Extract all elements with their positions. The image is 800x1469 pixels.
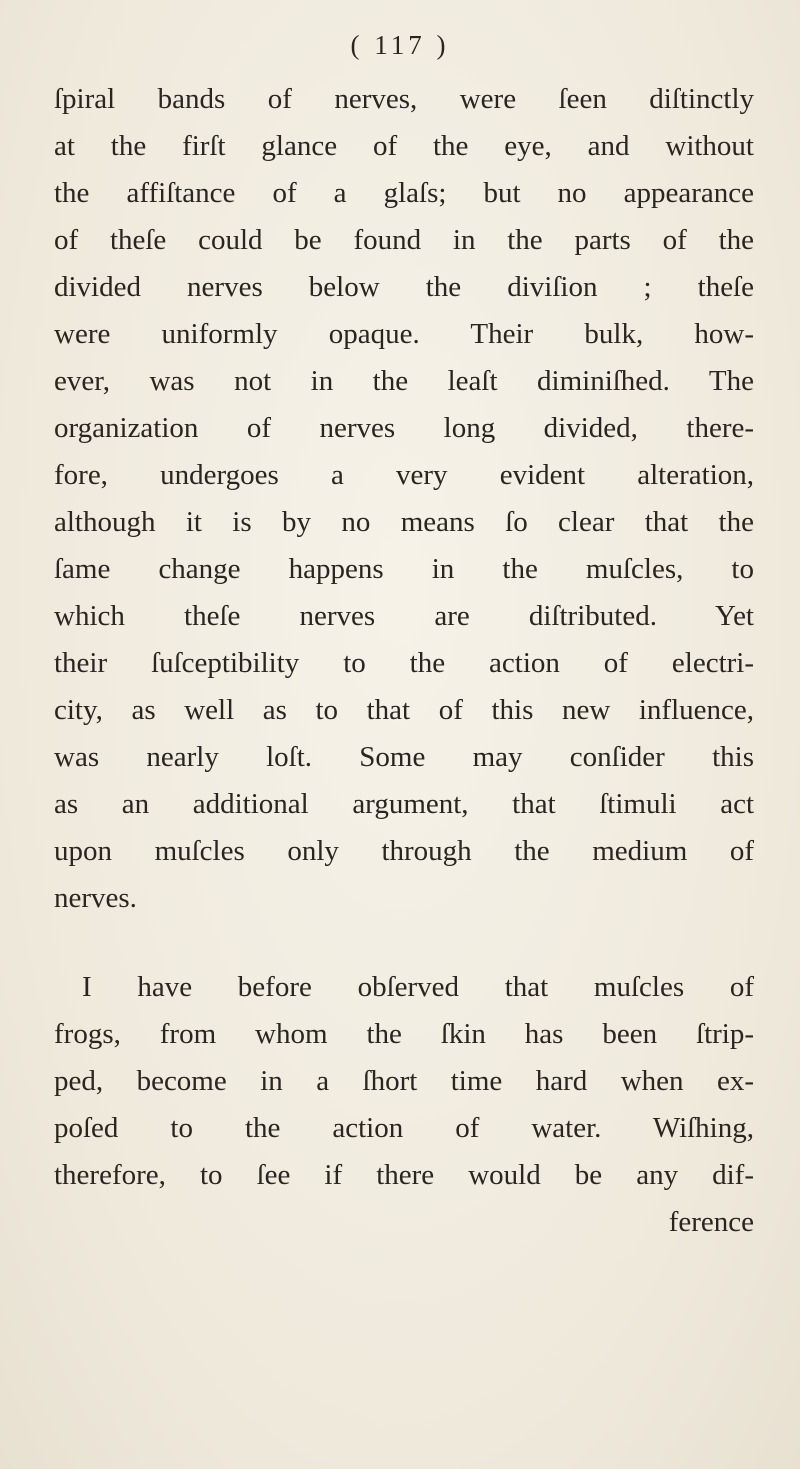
text-line: ſpiral bands of nerves, were ſeen diſtinctly [54, 83, 754, 115]
text-line: of theſe could be found in the parts of the [54, 224, 754, 256]
paragraph-1 [54, 76, 754, 922]
text-line: nerves. [54, 882, 137, 914]
text-line: as an additional argument, that ſtimuli act [54, 788, 754, 820]
text-line: were uniformly opaque. Their bulk, how- [54, 318, 754, 350]
catchword: ference [668, 1206, 754, 1238]
text-line: fore, undergoes a very evident alteration, [54, 459, 754, 491]
text-line: upon muſcles only through the medium of [54, 835, 754, 867]
paragraph-2 [54, 964, 754, 1199]
text-line: although it is by no means ſo clear that the [54, 506, 754, 538]
text-line: ſame change happens in the muſcles, to [54, 553, 754, 585]
text-line: divided nerves below the diviſion ; theſe [54, 271, 754, 303]
text-line: poſed to the action of water. Wiſhing, [54, 1112, 754, 1144]
text-line: I have before obſerved that muſcles of [82, 971, 754, 1003]
text-line: ever, was not in the leaſt diminiſhed. The [54, 365, 754, 397]
page-number: ( 117 ) [350, 30, 450, 60]
body-text [54, 76, 754, 1246]
text-line: which theſe nerves are diſtributed. Yet [54, 600, 754, 632]
text-line: was nearly loſt. Some may conſider this [54, 741, 754, 773]
text-line: city, as well as to that of this new influence, [54, 694, 754, 726]
text-line: ped, become in a ſhort time hard when ex- [54, 1065, 754, 1097]
text-line: their ſuſceptibility to the action of electri- [54, 647, 754, 679]
text-line: the affiſtance of a glaſs; but no appearance [54, 177, 754, 209]
paragraph-gap [54, 922, 754, 964]
text-line: at the firſt glance of the eye, and without [54, 130, 754, 162]
text-line: frogs, from whom the ſkin has been ſtrip- [54, 1018, 754, 1050]
text-line: therefore, to ſee if there would be any dif- [54, 1159, 754, 1191]
text-line: organization of nerves long divided, there- [54, 412, 754, 444]
